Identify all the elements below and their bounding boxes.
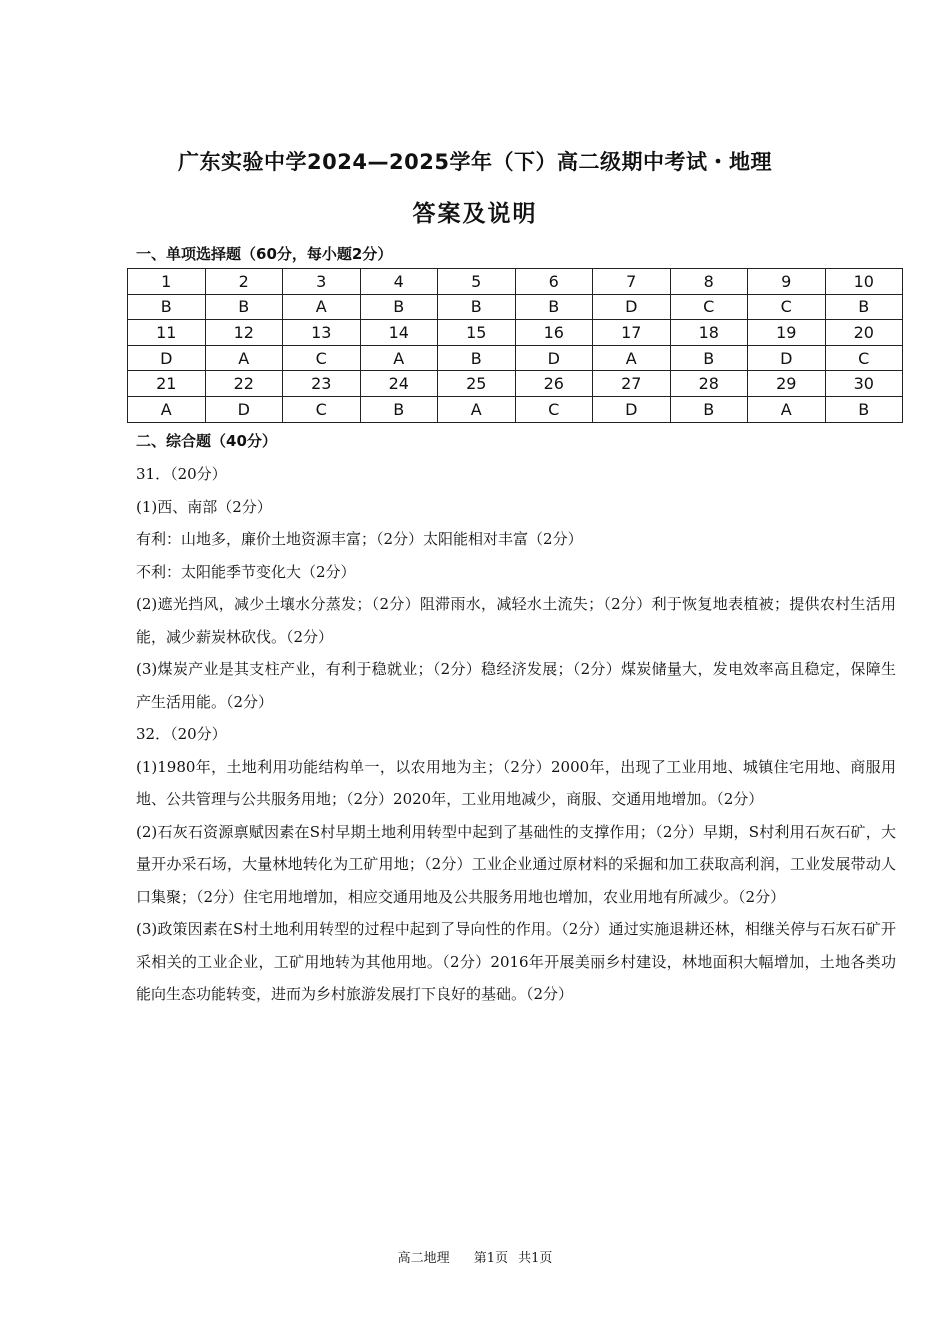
answer-cell: A [438,396,516,422]
question-number-cell: 8 [670,269,748,295]
answer-paragraph: 有利：山地多，廉价土地资源丰富；（2分）太阳能相对丰富（2分） [136,530,583,548]
answer-cell: C [283,396,361,422]
footer-subject: 高二地理 [397,1251,450,1266]
question-number-cell: 13 [283,320,361,346]
answer-cell: B [205,294,283,320]
answer-cell: A [593,345,671,371]
answer-paragraph: (3)政策因素在S村土地利用转型的过程中起到了导向性的作用。（2分）通过实施退耕还林，相继关停与石灰石矿开采相关的工业企业，工矿用地转为其他用地。（2分）2016年开展美丽乡村建设，林地面积大幅增加，土地各类功能向生态功能转变，进而为乡村旅游发展打下良好的基础。（2分） [136,920,896,1003]
question-number-cell: 18 [670,320,748,346]
answer-cell: B [670,396,748,422]
answer-table [127,268,903,423]
section-heading-choice: 一、单项选择题（60分，每小题2分） [136,245,393,263]
answer-cell: D [205,396,283,422]
answer-paragraph: (2)石灰石资源禀赋因素在S村早期土地利用转型中起到了基础性的支撑作用；（2分）早期，S村利用石灰石矿，大量开办采石场，大量林地转化为工矿用地；（2分）工业企业通过原材料的采掘和加工获取高利润，工业发展带动人口集聚；（2分）住宅用地增加，相应交通用地及公共服务用地也增加，农业用地有所减少。（2分） [136,822,896,906]
question-number-cell: 15 [438,320,516,346]
answer-cell: D [748,345,826,371]
answer-paragraph: (1)1980年，土地利用功能结构单一，以农用地为主；（2分）2000年，出现了工业用地、城镇住宅用地、商服用地、公共管理与公共服务用地；（2分）2020年，工业用地减少，商服、交通用地增加。（2分） [136,757,896,808]
question-number-cell: 14 [360,320,438,346]
answer-cell: A [128,396,206,422]
answer-cell: B [360,396,438,422]
question-number-cell: 3 [283,269,361,295]
answer-cell: D [128,345,206,371]
answer-row [128,294,903,320]
answer-cell: D [593,294,671,320]
answer-cell: B [825,294,903,320]
question-number-cell: 26 [515,371,593,397]
question-number-row [128,320,903,346]
answer-cell: B [515,294,593,320]
answer-cell: C [825,345,903,371]
question-number-cell: 16 [515,320,593,346]
answer-cell: B [438,345,516,371]
answer-row [128,345,903,371]
question-number-cell: 29 [748,371,826,397]
answer-cell: B [670,345,748,371]
question-number-cell: 17 [593,320,671,346]
question-number-cell: 21 [128,371,206,397]
question-number-cell: 10 [825,269,903,295]
answer-cell: A [360,345,438,371]
question-number-cell: 30 [825,371,903,397]
question-number-cell: 27 [593,371,671,397]
answer-cell: B [825,396,903,422]
question-number-cell: 28 [670,371,748,397]
answer-paragraph: (2)遮光挡风，减少土壤水分蒸发；（2分）阻滞雨水，减轻水土流失；（2分）利于恢复地表植被；提供农村生活用能，减少薪炭林砍伐。（2分） [136,595,896,646]
question-number-row [128,269,903,295]
question-number-cell: 23 [283,371,361,397]
question-number-cell: 24 [360,371,438,397]
question-number-cell: 25 [438,371,516,397]
section-heading-comprehensive: 二、综合题（40分） [136,432,277,450]
answer-paragraph: 32．（20分） [136,725,227,743]
answer-paragraph: (3)煤炭产业是其支柱产业，有利于稳就业；（2分）稳经济发展；（2分）煤炭储量大，发电效率高且稳定，保障生产生活用能。（2分） [136,660,896,711]
question-number-cell: 22 [205,371,283,397]
answer-cell: A [748,396,826,422]
answer-cell: D [593,396,671,422]
answer-paragraph: 31．（20分） [136,465,227,483]
question-number-cell: 9 [748,269,826,295]
question-number-cell: 1 [128,269,206,295]
answer-cell: B [360,294,438,320]
question-number-cell: 4 [360,269,438,295]
question-number-cell: 12 [205,320,283,346]
question-number-cell: 5 [438,269,516,295]
answer-cell: D [515,345,593,371]
question-number-cell: 19 [748,320,826,346]
answer-cell: C [515,396,593,422]
answer-paragraph: (1)西、南部（2分） [136,497,272,516]
answer-cell: C [670,294,748,320]
comprehensive-answers [136,458,896,1011]
answer-paragraph: 不利：太阳能季节变化大（2分） [136,562,356,581]
document-title: 广东实验中学2024—2025学年（下）高二级期中考试・地理 [178,150,772,174]
document-subtitle: 答案及说明 [412,201,538,227]
answer-cell: C [748,294,826,320]
answer-row [128,396,903,422]
question-number-row [128,371,903,397]
answer-cell: B [438,294,516,320]
answer-cell: A [283,294,361,320]
question-number-cell: 11 [128,320,206,346]
footer-total-pages: 共1页 [518,1251,553,1266]
question-number-cell: 2 [205,269,283,295]
page-footer [0,1247,950,1266]
question-number-cell: 20 [825,320,903,346]
answer-cell: B [128,294,206,320]
footer-page-number: 第1页 [473,1251,509,1266]
answer-cell: C [283,345,361,371]
answer-cell: A [205,345,283,371]
question-number-cell: 7 [593,269,671,295]
question-number-cell: 6 [515,269,593,295]
